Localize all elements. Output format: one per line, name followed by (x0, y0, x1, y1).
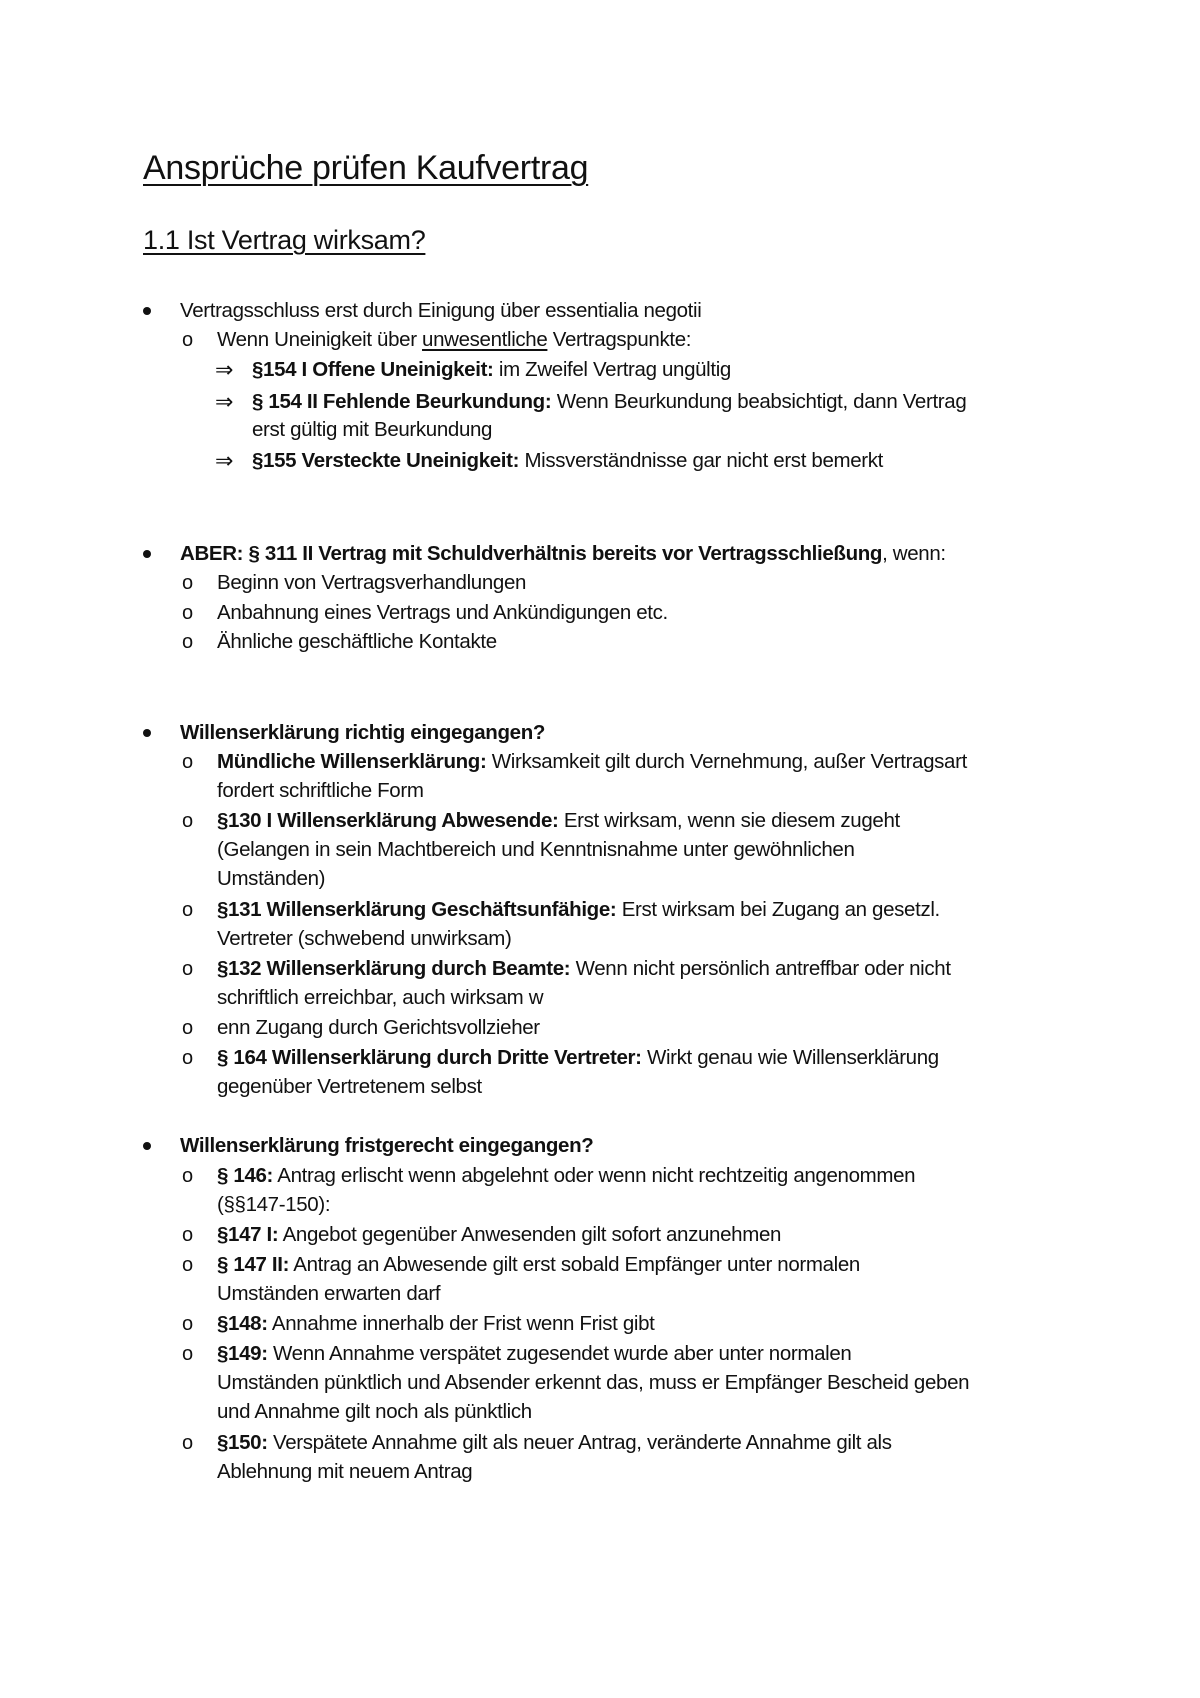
sub-bullet-icon: o (182, 1313, 194, 1335)
list-item: §131 Willenserklärung Geschäftsunfähige: Erst wirksam bei Zugang an gesetzl. (217, 898, 940, 921)
sub-bullet-icon: o (182, 1224, 194, 1246)
list-item: Mündliche Willenserklärung: Wirksamkeit gilt durch Vernehmung, außer Vertragsart (217, 750, 967, 773)
arrow-icon: ⇒ (215, 448, 234, 473)
list-item-continuation: Ablehnung mit neuem Antrag (217, 1460, 473, 1483)
sub-bullet-icon: o (182, 1017, 194, 1039)
sub-bullet-icon: o (182, 631, 194, 653)
list-item: Anbahnung eines Vertrags und Ankündigungen etc. (217, 601, 668, 624)
list-item: § 147 II: Antrag an Abwesende gilt erst sobald Empfänger unter normalen (217, 1253, 860, 1276)
list-item-continuation: Umständen pünktlich und Absender erkennt das, muss er Empfänger Bescheid geben (217, 1371, 970, 1394)
sub-bullet-icon: o (182, 602, 194, 624)
bullet-icon (143, 307, 151, 315)
list-item: § 164 Willenserklärung durch Dritte Vertreter: Wirkt genau wie Willenserklärung (217, 1046, 939, 1069)
list-item: Willenserklärung fristgerecht eingegangen? (180, 1134, 594, 1157)
sub-bullet-icon: o (182, 329, 194, 351)
sub-bullet-icon: o (182, 1432, 194, 1454)
bullet-icon (143, 1142, 151, 1150)
list-item: §130 I Willenserklärung Abwesende: Erst wirksam, wenn sie diesem zugeht (217, 809, 900, 832)
section-heading: 1.1 Ist Vertrag wirksam? (143, 225, 426, 255)
list-item-continuation: Vertreter (schwebend unwirksam) (217, 927, 512, 950)
list-item-continuation: Umständen erwarten darf (217, 1282, 441, 1305)
bullet-icon (143, 729, 151, 737)
list-item-continuation: gegenüber Vertretenem selbst (217, 1075, 482, 1098)
list-item: §132 Willenserklärung durch Beamte: Wenn nicht persönlich antreffbar oder nicht (217, 957, 951, 980)
sub-bullet-icon: o (182, 1254, 194, 1276)
page-title: Ansprüche prüfen Kaufvertrag (143, 149, 589, 187)
arrow-icon: ⇒ (215, 389, 234, 414)
list-item: Ähnliche geschäftliche Kontakte (217, 630, 497, 653)
sub-bullet-icon: o (182, 751, 194, 773)
list-item-continuation: (Gelangen in sein Machtbereich und Kenntnisnahme unter gewöhnlichen (217, 838, 855, 861)
list-item: §155 Versteckte Uneinigkeit: Missverständnisse gar nicht erst bemerkt (252, 449, 883, 472)
sub-bullet-icon: o (182, 1343, 194, 1365)
list-item-continuation: schriftlich erreichbar, auch wirksam w (217, 986, 544, 1009)
list-item: § 154 II Fehlende Beurkundung: Wenn Beurkundung beabsichtigt, dann Vertrag (252, 390, 967, 413)
list-item: Vertragsschluss erst durch Einigung über essentialia negotii (180, 299, 702, 322)
list-item: §148: Annahme innerhalb der Frist wenn Frist gibt (217, 1312, 655, 1335)
list-item: § 146: Antrag erlischt wenn abgelehnt oder wenn nicht rechtzeitig angenommen (217, 1164, 916, 1187)
list-item: §154 I Offene Uneinigkeit: im Zweifel Vertrag ungültig (252, 358, 731, 381)
list-item: §150: Verspätete Annahme gilt als neuer Antrag, veränderte Annahme gilt als (217, 1431, 892, 1454)
list-item-continuation: (§§147-150): (217, 1193, 331, 1216)
sub-bullet-icon: o (182, 1047, 194, 1069)
list-item: Willenserklärung richtig eingegangen? (180, 721, 546, 744)
sub-bullet-icon: o (182, 899, 194, 921)
bullet-icon (143, 550, 151, 558)
sub-bullet-icon: o (182, 1165, 194, 1187)
sub-bullet-icon: o (182, 958, 194, 980)
list-item: ABER: § 311 II Vertrag mit Schuldverhältnis bereits vor Vertragsschließung, wenn: (180, 542, 946, 565)
arrow-icon: ⇒ (215, 357, 234, 382)
sub-bullet-icon: o (182, 572, 194, 594)
list-item: §147 I: Angebot gegenüber Anwesenden gilt sofort anzunehmen (217, 1223, 782, 1246)
list-item: Wenn Uneinigkeit über unwesentliche Vertragspunkte: (217, 328, 692, 351)
list-item-continuation: fordert schriftliche Form (217, 779, 424, 802)
list-item: §149: Wenn Annahme verspätet zugesendet wurde aber unter normalen (217, 1342, 852, 1365)
list-item: Beginn von Vertragsverhandlungen (217, 571, 527, 594)
list-item-continuation: Umständen) (217, 867, 326, 890)
sub-bullet-icon: o (182, 810, 194, 832)
list-item-continuation: und Annahme gilt noch als pünktlich (217, 1400, 532, 1423)
list-item-continuation: erst gültig mit Beurkundung (252, 418, 493, 441)
list-item: enn Zugang durch Gerichtsvollzieher (217, 1016, 540, 1039)
